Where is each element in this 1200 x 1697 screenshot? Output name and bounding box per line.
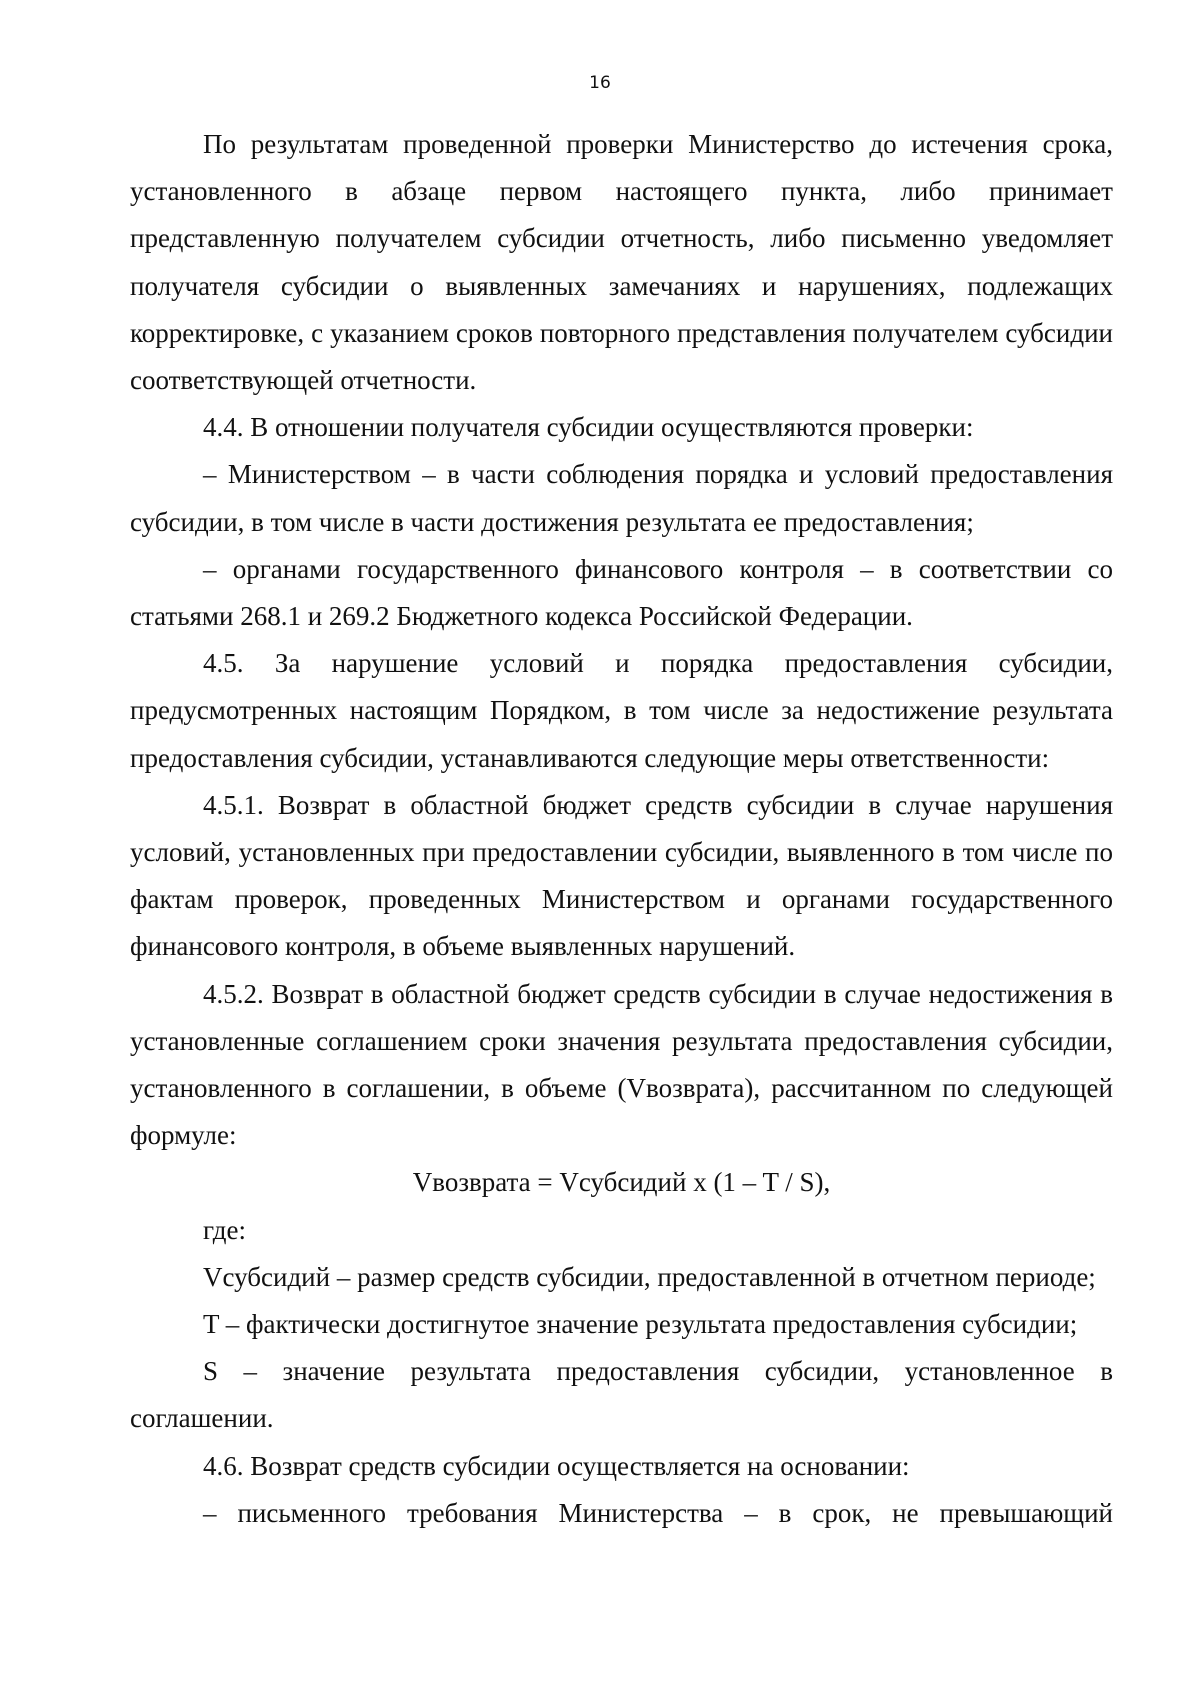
definition-t: T – фактически достигнутое значение результата предоставления субсидии; — [203, 1309, 1078, 1340]
paragraph-4-5-2: 4.5.2. Возврат в областной бюджет средств субсидии в случае недостижения в установленные соглашением сроки значения результата предоставления субсидии, установленного в соглашении, в объеме (Vвозврата), рассчитанном по следующей формуле: — [130, 978, 1113, 1151]
paragraph-where: где: — [203, 1214, 246, 1245]
definition-s: S – значение результата предоставления субсидии, установленное в соглашении. — [130, 1356, 1113, 1434]
paragraph-4-5: 4.5. За нарушение условий и порядка предоставления субсидии, предусмотренных настоящим Порядком, в том числе за недостижение результата предоставления субсидии, устанавливаются следующие меры ответственности: — [130, 648, 1113, 773]
paragraph-4-6: 4.6. Возврат средств субсидии осуществляется на основании: — [203, 1450, 910, 1481]
definition-v-subsidy: Vсубсидий – размер средств субсидии, предоставленной в отчетном периоде; — [203, 1261, 1096, 1292]
paragraph-4-4-control-bodies: – органами государственного финансового контроля – в соответствии со статьями 268.1 и 269.2 Бюджетного кодекса Российской Федерации. — [130, 553, 1113, 632]
paragraph-4-4: 4.4. В отношении получателя субсидии осуществляются проверки: — [203, 412, 974, 443]
page-number: 16 — [589, 73, 611, 93]
paragraph-4-4-ministry: – Министерством – в части соблюдения порядка и условий предоставления субсидии, в том числе в части достижения результата ее предоставления; — [130, 459, 1113, 537]
formula: Vвозврата = Vсубсидий x (1 – T / S), — [412, 1167, 831, 1198]
paragraph-review-results: По результатам проведенной проверки Министерство до истечения срока, установленного в абзаце первом настоящего пункта, либо принимает представленную получателем субсидии отчетность, либо письменно уведомляет получателя субсидии о выявленных замечаниях и нарушениях, подлежащих корректировке, с указанием сроков повторного представления получателем субсидии соответствующей отчетности. — [130, 129, 1113, 396]
paragraph-4-6-ministry-demand: – письменного требования Министерства – в срок, не превышающий — [203, 1497, 1113, 1528]
document-body — [130, 121, 1113, 1537]
paragraph-4-5-1: 4.5.1. Возврат в областной бюджет средств субсидии в случае нарушения условий, установленных при предоставлении субсидии, выявленного в том числе по фактам проверок, проведенных Министерством и органами государственного финансового контроля, в объеме выявленных нарушений. — [130, 789, 1113, 962]
